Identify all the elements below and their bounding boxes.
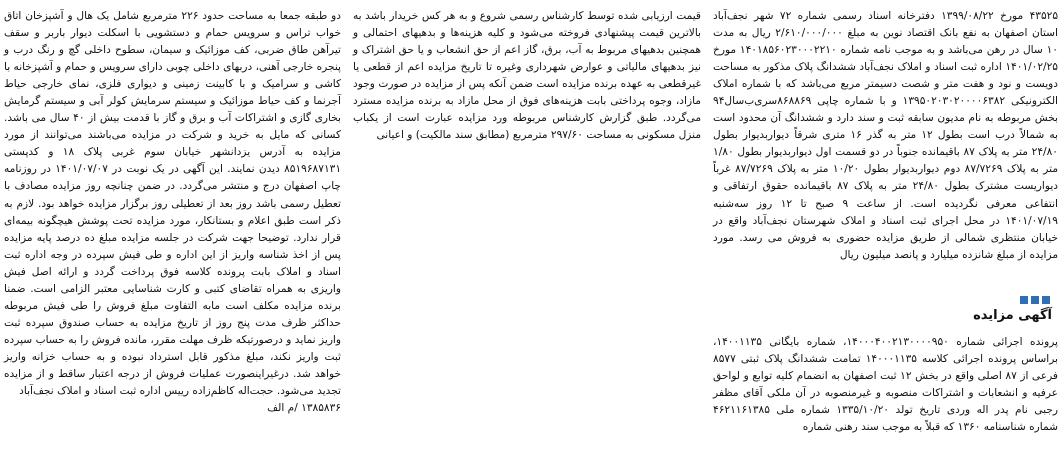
notice-text-middle: قیمت ارزیابی شده توسط کارشناس رسمی شروع و به هر کس خریدار باشد به بالاترین قیمت پیشنهادی فروخته می‌شود و کلیه هزینه‌ها و بدهیهای احتمالی و همچنین بدهیهای مربوط به آب، برق، گاز اعم از حق انشعاب و یا حق اشتراک و نیز بدهیهای مالیاتی و عوارض شهرداری وغیره تا تاریخ مزایده اعم از قطعی یا غیرقطعی به عهده برنده مزایده است ضمن آنکه پس از مزایده در صورت وجود مازاد، وجوه پرداختی بابت هزینه‌های فوق از محل مازاد به برنده مزایده مسترد می‌گردد. طبق گزارش کارشناس مربوطه ورد مزایده عبارت است از یکباب منزل مسکونی به مساحت ۲۹۷/۶۰ مترمربع (مطابق سند مالکیت) و اعیانی [353,10,701,142]
notice-text-right-upper: ۴۳۵۲۵ مورخ ۱۳۹۹/۰۸/۲۲ دفترخانه اسناد رسمی شماره ۷۲ شهر نجف‌آباد استان اصفهان به نفع بانک اقتصاد نوین به مبلغ ۲/۶۱۰/۰۰۰/۰۰۰ ریال به مدت ۱۰ سال در رهن می‌باشد و به موجب نامه شماره ۱۴۰۱۸۵۶۰۲۳۰۰۰۲۲۱۰ مورخ ۱۴۰۱/۰۲/۲۵ اداره ثبت اسناد و املاک نجف‌آباد ششدانگ پلاک مذکور به مساحت دویست و نود و هفت متر و شصت دسیمتر مربع می‌باشد که با شماره املاک الکترونیکی ۱۳۹۵۰۲۰۳۰۲۰۰۰۰۶۳۸۲ و با شماره چاپی ۸۶۸۸۶۹سری‌ب‌سال۹۴ بخش مربوطه به نام مدیون سابقه ثبت و سند دارد و ششدانگ آن محدود است به شمالاً درب است بطول ۱۲ متر به گذر ۱۶ متری شرقاً دیواربدیوار بطول ۲۴/۸۰ متر به پلاک ۸۷ باقیمانده جنوباً در دو قسمت اول دیواربدیوار بطول ۱/۸۰ متر به پلاک ۸۷/۷۲۶۹ دوم دیواربدیوار بطول ۱۰/۲۰ متر به پلاک ۸۷/۷۲۶۹ غرباً دیواریست مشترک بطول ۲۴/۸۰ متر به پلاک ۸۷ باقیمانده حقوق ارتفاقی و انتفاعی معرفی نگردیده است. از ساعت ۹ صبح تا ۱۲ روز سه‌شنبه ۱۴۰۱/۰۷/۱۹ در محل اجرای ثبت اسناد و املاک شهرستان نجف‌آباد واقع در خیابان منتظری شمالی از طریق مزایده حضوری به فروش می رسد. مورد مزایده از مبلغ شانزده میلیارد و پانصد میلیون ریال [713,10,1059,261]
heading-squares-icon [1020,296,1050,304]
notice-text-left: دو طبقه جمعا به مساحت حدود ۲۲۶ مترمربع شامل یک هال و آشپزخان اتاق خواب تراس و سرویس حمام و دستشویی با اسکلت دیوار باربر و سقف تیرآهن طاق ضربی، کف موزائیک و سیمان، سطوح داخلی گچ و رنگ درب و پنجره خارجی آهنی، دربهای داخلی چوبی دارای سرویس و حمام و آشپزخانه با کاشی و سرامیک و با کابینت زمینی و دیواری فلزی، نمای خارجی حیاط آجرنما و کف حیاط موزائیک و سیستم سرمایش کولر آبی و سیستم گرمایش بخاری گازی و اشتراکات آب و برق و گاز با قدمت بیش از ۴۰ سال می باشد. کسانی که مایل به خرید و شرکت در مزایده می‌باشند می‌توانند از مورد مزایده به آدرس یزدانشهر خیابان سوم غربی پلاک ۱۸ و کدپستی ۸۵۱۹۶۸۷۱۳۱ دیدن نمایند. این آگهی در یک نوبت در ۱۴۰۱/۰۷/۰۷ در روزنامه چاپ اصفهان درج و منتشر می‌گردد. در ضمن چنانچه روز مزایده مصادف با تعطیل رسمی باشد روز بعد از تعطیلی روز برگزار مزایده خواهد بود. لازم به ذکر است طبق اعلام و بستانکار، مورد مزایده تحت پوشش هیچگونه بیمه‌ای قرار ندارد. توضیحا جهت شرکت در جلسه مزایده مبلغ ده درصد پایه مزایده پس از اخذ شناسه واریز از این اداره و طی فیش سپرده در وجه اداره ثبت اسناد و املاک بابت پرونده کلاسه فوق پرداخت گردد و ارائه اصل فیش واریزی به همراه تقاضای کتبی و کارت شناسایی معتبر الزامی است. ضمنا برنده مزایده مکلف است مابه التفاوت مبلغ فروش را طی فیش مربوطه حداکثر ظرف مدت پنج روز از تاریخ مزایده به حساب صندوق سپرده ثبت واریز نماید و درصورتیکه ظرف مهلت مقرر، مانده فروش را به حساب سپرده ثبت واریز نکند، مبلغ مذکور قابل استرداد نبوده و به حساب خزانه واریز خواهد شد. درغیراینصورت عملیات فروش از درجه اعتبار ساقط و از مزایده تجدید می‌شود. حجت‌اله کاظم‌زاده رییس اداره ثبت اسناد و املاک نجف‌آباد [3,10,342,398]
notice-left-column [4,8,341,417]
notice-middle-column [353,8,701,144]
notice-right-column [713,8,1059,434]
notice-title: آگهی مزایده [973,308,1052,323]
notice-heading [713,296,1058,332]
notice-text-right-lower: پرونده اجرائی شماره ۱۴۰۰۰۴۰۰۲۱۳۰۰۰۰۹۵۰، شماره بایگانی ۱۴۰۰۱۱۳۵، براساس پرونده اجرائی کلاسه ۱۴۰۰۰۱۱۳۵ تمامت ششدانگ پلاک ثبتی ۸۵۷۷ فرعی از ۸۷ اصلی واقع در بخش ۱۲ ثبت اصفهان به انضمام کلیه توابع و لواحق عرفیه و انشعابات و اشتراکات منصوبه و غیرمنصوبه در آن ملکی آقای مظفر رجبی نام پدر اله وردی تاریخ تولد ۱۳۳۵/۱۰/۲۰ شماره ملی ۴۶۲۱۱۶۱۳۸۵ شماره شناسنامه ۱۳۶۰ که قبلاً به موجب سند رهنی شماره [713,336,1058,434]
notice-right-lower-block [713,296,1058,436]
notice-footer-code: ۱۳۸۵۸۳۶ /م الف [267,402,341,415]
